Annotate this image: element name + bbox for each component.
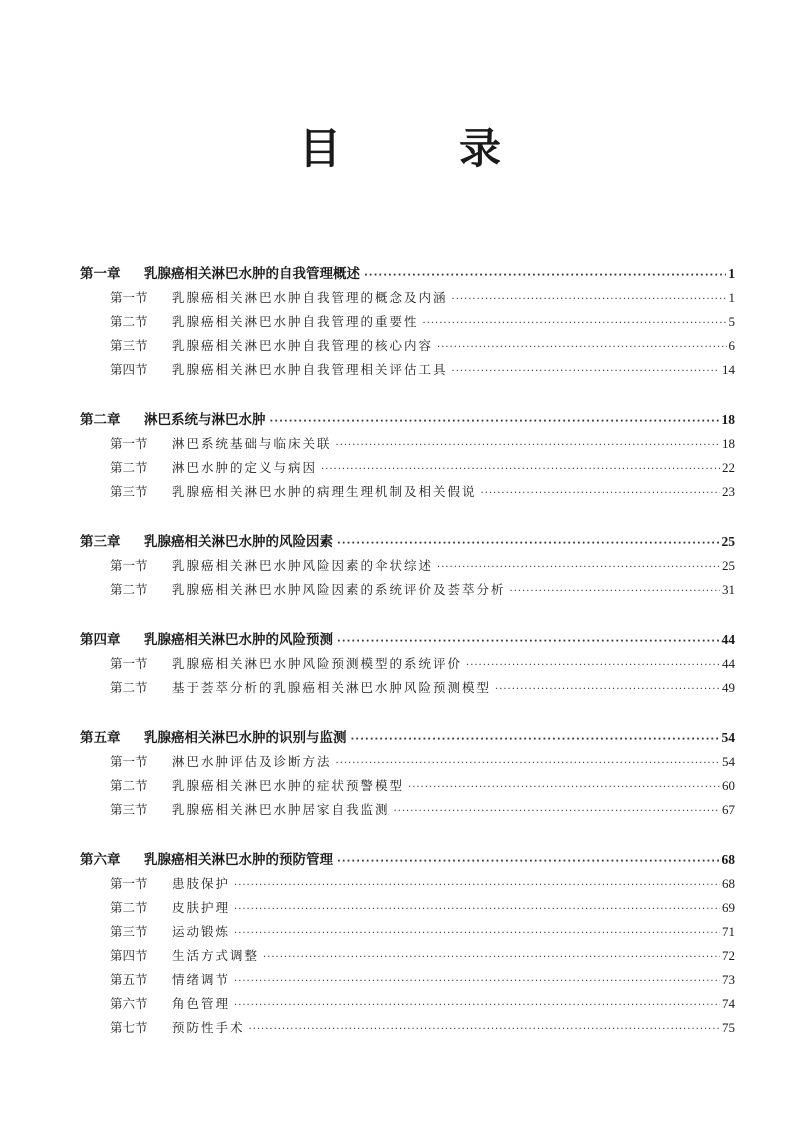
dot-leader (437, 336, 726, 360)
toc-chapter (80, 530, 735, 602)
dot-leader (495, 678, 720, 702)
section-title: 乳腺癌相关淋巴水肿风险因素的系统评价及荟萃分析 (172, 582, 506, 597)
section-number: 第四节 (110, 948, 148, 963)
section-number: 第二节 (110, 680, 148, 695)
toc-section-entry[interactable] (80, 750, 735, 774)
chapter-title: 乳腺癌相关淋巴水肿的风险因素 (144, 534, 333, 550)
chapter-page-number: 54 (721, 730, 735, 745)
chapter-page-number: 44 (721, 632, 735, 647)
section-number: 第四节 (110, 362, 148, 377)
section-page-number: 14 (722, 362, 735, 377)
section-title: 淋巴水肿评估及诊断方法 (172, 754, 332, 769)
dot-leader (408, 776, 720, 800)
chapter-number: 第三章 (80, 534, 121, 550)
chapter-page-number: 1 (728, 266, 735, 281)
page-title: 目 录 (298, 124, 539, 173)
chapter-title: 乳腺癌相关淋巴水肿的预防管理 (144, 852, 333, 868)
dot-leader (234, 994, 720, 1018)
section-page-number: 54 (722, 754, 735, 769)
toc-section-entry[interactable] (80, 358, 735, 382)
chapter-number: 第六章 (80, 852, 121, 868)
section-number: 第一节 (110, 876, 148, 891)
section-number: 第二节 (110, 314, 148, 329)
chapter-number: 第五章 (80, 730, 121, 746)
chapter-page-number: 25 (721, 534, 735, 549)
section-number: 第七节 (110, 1020, 148, 1035)
toc-section-entry[interactable] (80, 286, 735, 310)
section-title: 乳腺癌相关淋巴水肿的症状预警模型 (172, 778, 405, 793)
chapter-title: 乳腺癌相关淋巴水肿的自我管理概述 (144, 266, 360, 282)
toc-section-entry[interactable] (80, 872, 735, 896)
toc-chapter-entry[interactable] (80, 530, 735, 554)
toc-section-entry[interactable] (80, 432, 735, 456)
dot-leader (364, 264, 726, 288)
section-page-number: 23 (722, 484, 735, 499)
toc-section-entry[interactable] (80, 652, 735, 676)
toc-chapter-entry[interactable] (80, 628, 735, 652)
dot-leader (337, 532, 720, 556)
section-number: 第三节 (110, 338, 148, 353)
section-number: 第六节 (110, 996, 148, 1011)
toc-section-entry[interactable] (80, 798, 735, 822)
section-number: 第三节 (110, 924, 148, 939)
dot-leader (466, 654, 720, 678)
section-title: 乳腺癌相关淋巴水肿自我管理相关评估工具 (172, 362, 448, 377)
toc-chapter-entry[interactable] (80, 726, 735, 750)
section-title: 运动锻炼 (172, 924, 231, 939)
chapter-number: 第四章 (80, 632, 121, 648)
dot-leader (510, 580, 720, 604)
dot-leader (423, 312, 727, 336)
toc-chapter-entry[interactable] (80, 408, 735, 432)
section-title: 皮肤护理 (172, 900, 231, 915)
section-title: 乳腺癌相关淋巴水肿的病理生理机制及相关假说 (172, 484, 477, 499)
section-number: 第五节 (110, 972, 148, 987)
dot-leader (249, 1018, 720, 1042)
section-page-number: 25 (722, 558, 735, 573)
dot-leader (437, 556, 720, 580)
dot-leader (270, 410, 720, 434)
chapter-title: 乳腺癌相关淋巴水肿的识别与监测 (144, 730, 347, 746)
section-page-number: 49 (722, 680, 735, 695)
toc-section-entry[interactable] (80, 578, 735, 602)
section-page-number: 22 (722, 460, 735, 475)
dot-leader (337, 850, 720, 874)
chapter-number: 第一章 (80, 266, 121, 282)
section-page-number: 74 (722, 996, 735, 1011)
toc-section-entry[interactable] (80, 992, 735, 1016)
toc-chapter (80, 628, 735, 700)
section-title: 乳腺癌相关淋巴水肿自我管理的核心内容 (172, 338, 434, 353)
section-title: 淋巴系统基础与临床关联 (172, 436, 332, 451)
section-number: 第一节 (110, 754, 148, 769)
section-page-number: 75 (722, 1020, 735, 1035)
toc-section-entry[interactable] (80, 480, 735, 504)
section-title: 预防性手术 (172, 1020, 245, 1035)
dot-leader (263, 946, 720, 970)
dot-leader (481, 482, 720, 506)
section-title: 角色管理 (172, 996, 231, 1011)
section-page-number: 71 (722, 924, 735, 939)
section-page-number: 69 (722, 900, 735, 915)
section-number: 第一节 (110, 558, 148, 573)
chapter-page-number: 68 (721, 852, 735, 867)
dot-leader (234, 874, 720, 898)
section-title: 情绪调节 (172, 972, 231, 987)
toc-section-entry[interactable] (80, 1016, 735, 1040)
dot-leader (336, 752, 720, 776)
section-page-number: 60 (722, 778, 735, 793)
chapter-page-number: 18 (721, 412, 735, 427)
toc-section-entry[interactable] (80, 334, 735, 358)
dot-leader (234, 970, 720, 994)
section-page-number: 31 (722, 582, 735, 597)
toc-chapter (80, 726, 735, 822)
section-number: 第三节 (110, 802, 148, 817)
section-number: 第一节 (110, 656, 148, 671)
toc-section-entry[interactable] (80, 456, 735, 480)
section-title: 患肢保护 (172, 876, 231, 891)
toc-section-entry[interactable] (80, 920, 735, 944)
section-title: 乳腺癌相关淋巴水肿自我管理的重要性 (172, 314, 419, 329)
toc-section-entry[interactable] (80, 676, 735, 700)
section-number: 第二节 (110, 778, 148, 793)
dot-leader (321, 458, 720, 482)
dot-leader (452, 288, 727, 312)
dot-leader (336, 434, 720, 458)
section-number: 第一节 (110, 436, 148, 451)
toc-section-entry[interactable] (80, 554, 735, 578)
section-page-number: 18 (722, 436, 735, 451)
toc-section-entry[interactable] (80, 896, 735, 920)
toc-section-entry[interactable] (80, 968, 735, 992)
section-title: 淋巴水肿的定义与病因 (172, 460, 318, 475)
dot-leader (337, 630, 720, 654)
toc-section-entry[interactable] (80, 774, 735, 798)
table-of-contents (80, 262, 735, 1066)
section-title: 乳腺癌相关淋巴水肿居家自我监测 (172, 802, 390, 817)
section-title: 生活方式调整 (172, 948, 260, 963)
section-number: 第二节 (110, 460, 148, 475)
dot-leader (234, 922, 720, 946)
section-page-number: 68 (722, 876, 735, 891)
dot-leader (234, 898, 720, 922)
toc-chapter (80, 262, 735, 382)
toc-chapter (80, 408, 735, 504)
section-page-number: 44 (722, 656, 735, 671)
section-number: 第二节 (110, 900, 148, 915)
section-number: 第二节 (110, 582, 148, 597)
chapter-title: 乳腺癌相关淋巴水肿的风险预测 (144, 632, 333, 648)
section-title: 乳腺癌相关淋巴水肿自我管理的概念及内涵 (172, 290, 448, 305)
section-page-number: 1 (728, 290, 735, 305)
toc-chapter-entry[interactable] (80, 848, 735, 872)
section-title: 乳腺癌相关淋巴水肿风险因素的伞状综述 (172, 558, 434, 573)
dot-leader (351, 728, 720, 752)
section-page-number: 73 (722, 972, 735, 987)
dot-leader (394, 800, 720, 824)
section-title: 基于荟萃分析的乳腺癌相关淋巴水肿风险预测模型 (172, 680, 492, 695)
toc-section-entry[interactable] (80, 310, 735, 334)
section-number: 第一节 (110, 290, 148, 305)
chapter-number: 第二章 (80, 412, 121, 428)
toc-chapter-entry[interactable] (80, 262, 735, 286)
section-page-number: 6 (728, 338, 735, 353)
section-page-number: 5 (728, 314, 735, 329)
section-number: 第三节 (110, 484, 148, 499)
toc-chapter (80, 848, 735, 1040)
section-page-number: 67 (722, 802, 735, 817)
chapter-title: 淋巴系统与淋巴水肿 (144, 412, 266, 428)
section-title: 乳腺癌相关淋巴水肿风险预测模型的系统评价 (172, 656, 463, 671)
dot-leader (452, 360, 720, 384)
toc-section-entry[interactable] (80, 944, 735, 968)
section-page-number: 72 (722, 948, 735, 963)
